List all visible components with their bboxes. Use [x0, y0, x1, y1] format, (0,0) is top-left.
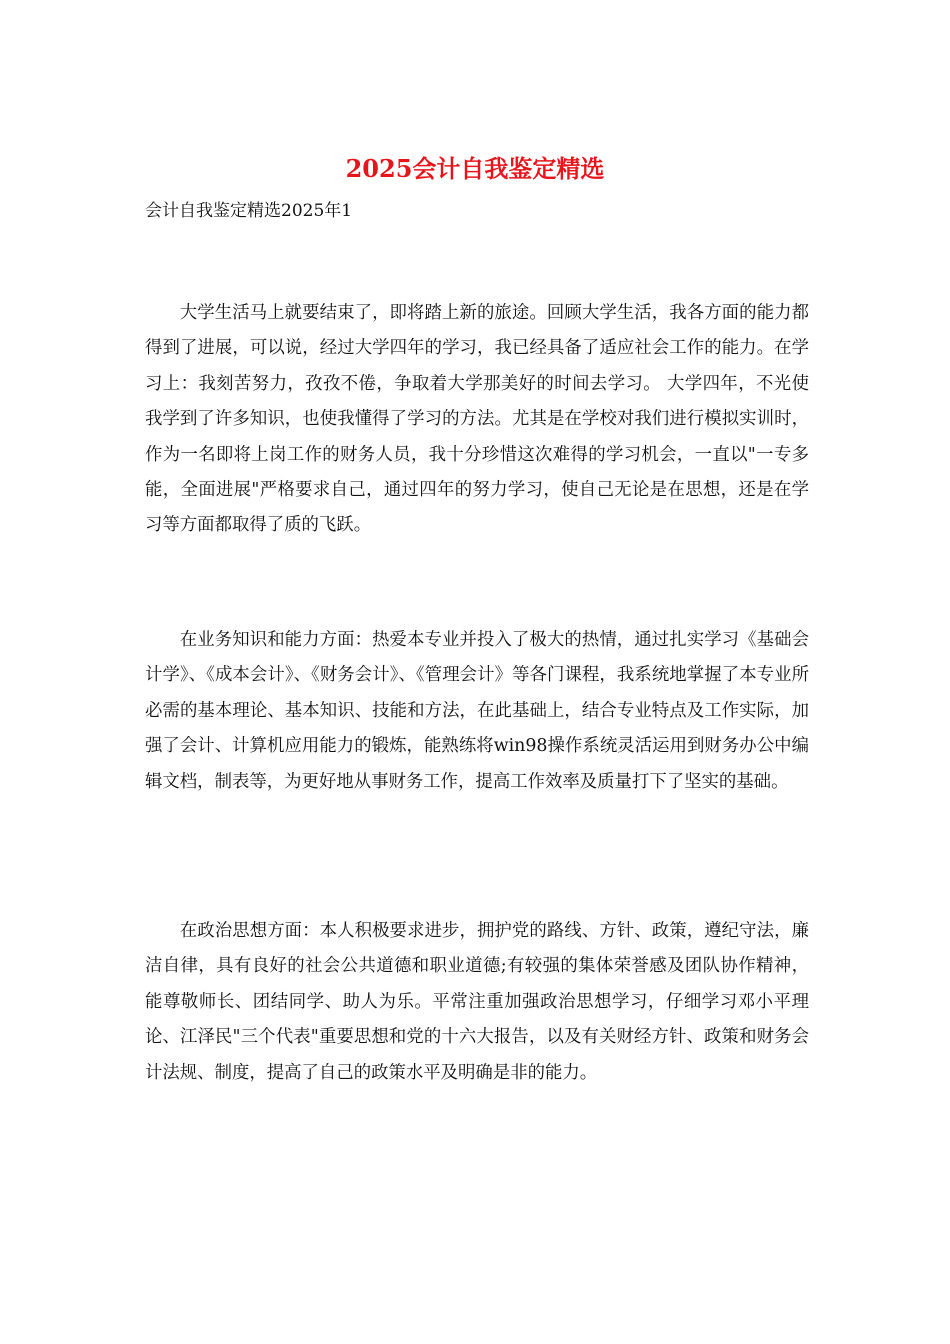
document-subtitle: 会计自我鉴定精选2025年1 [145, 201, 353, 221]
document-title: 2025会计自我鉴定精选 [345, 154, 605, 183]
paragraph-study: 大学生活马上就要结束了，即将踏上新的旅途。回顾大学生活，我各方面的能力都得到了进展，可以说，经过大学四年的学习，我已经具备了适应社会工作的能力。在学习上：我刻苦努力，孜孜不倦，争取着大学那美好的时间去学习。 大学四年，不光使我学到了许多知识，也使我懂得了学习的方法。尤其是在学校对我们进行模拟实训时，作为一名即将上岗工作的财务人员，我十分珍惜这次难得的学习机会，一直以"一专多能，全面进展"严格要求自己，通过四年的努力学习，使自己无论是在思想，还是在学习等方面都取得了质的飞跃。 [145, 303, 809, 536]
paragraph-professional-skills: 在业务知识和能力方面：热爱本专业并投入了极大的热情，通过扎实学习《基础会计学》、《成本会计》、《财务会计》、《管理会计》等各门课程，我系统地掌握了本专业所必需的基本理论、基本知识、技能和方法，在此基础上，结合专业特点及工作实际，加强了会计、计算机应用能力的锻炼，能熟练将win98操作系统灵活运用到财务办公中编辑文档，制表等，为更好地从事财务工作，提高工作效率及质量打下了坚实的基础。 [145, 630, 809, 792]
paragraph-political-thought: 在政治思想方面：本人积极要求进步，拥护党的路线、方针、政策，遵纪守法，廉洁自律，具有良好的社会公共道德和职业道德;有较强的集体荣誉感及团队协作精神，能尊敬师长、团结同学、助人为乐。平常注重加强政治思想学习，仔细学习邓小平理论、江泽民"三个代表"重要思想和党的十六大报告，以及有关财经方针、政策和财务会计法规、制度，提高了自己的政策水平及明确是非的能力。 [145, 921, 809, 1083]
